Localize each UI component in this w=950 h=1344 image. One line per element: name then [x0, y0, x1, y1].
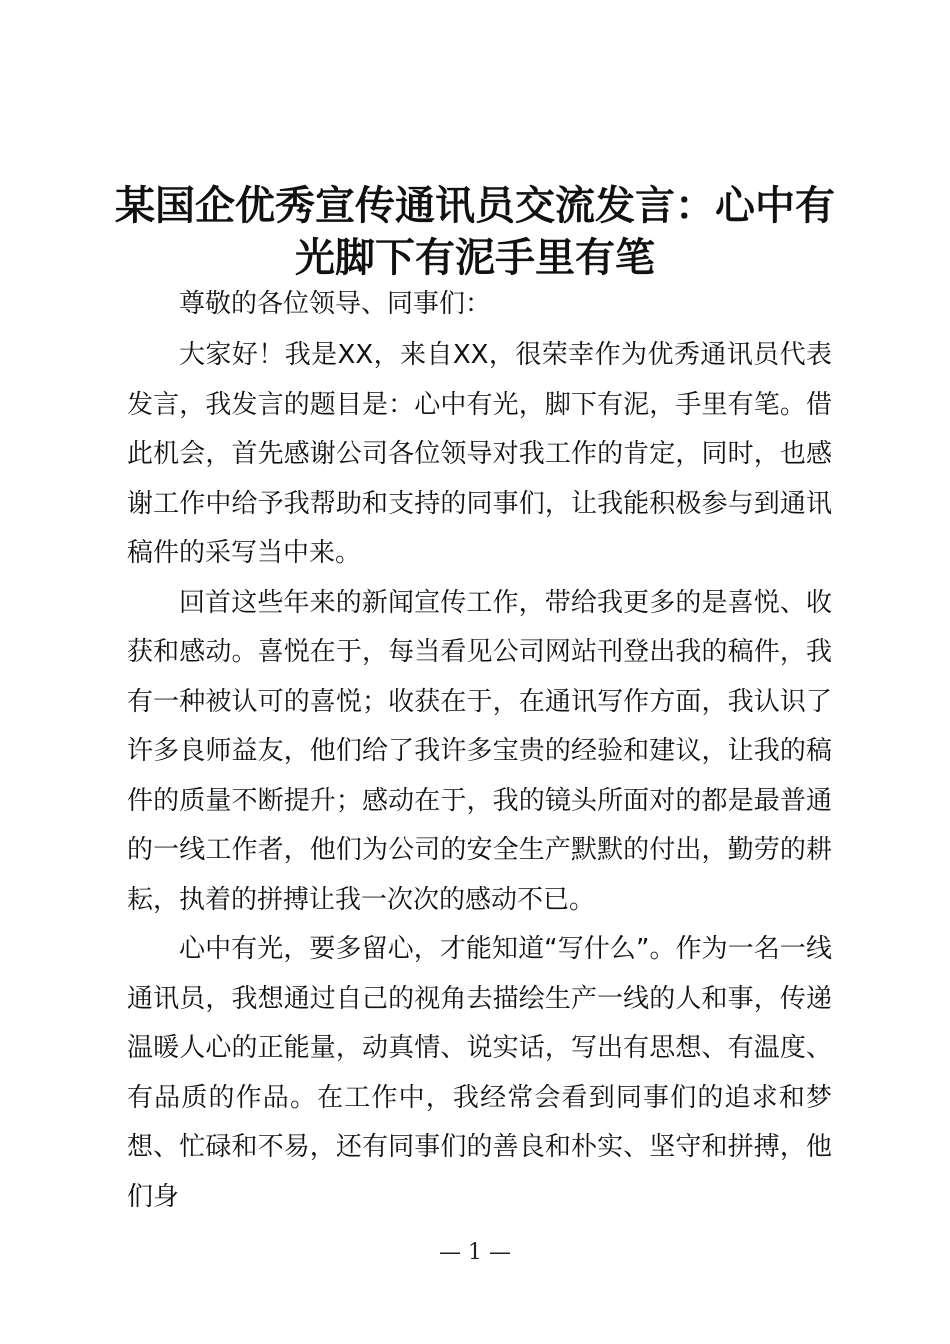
paragraph-2: 回首这些年来的新闻宣传工作，带给我更多的是喜悦、收获和感动。喜悦在于，每当看见公司网站刊登出我的稿件，我有一种被认可的喜悦；收获在于，在通讯写作方面，我认识了许多良师益友，他们给了我许多宝贵的经验和建议，让我的稿件的质量不断提升；感动在于，我的镜头所面对的都是最普通的一线工作者，他们为公司的安全生产默默的付出，勤劳的耕耘，执着的拼搏让我一次次的感动不已。 [127, 587, 832, 915]
document-title: 某国企优秀宣传通讯员交流发言：心中有光脚下有泥手里有笔 [115, 182, 835, 281]
document-body [127, 280, 832, 1222]
paragraph-3: 心中有光，要多留心，才能知道“写什么”。作为一名一线通讯员，我想通过自己的视角去描绘生产一线的人和事，传递温暖人心的正能量，动真情、说实话，写出有思想、有温度、有品质的作品。在工作中，我经常会看到同事们的追求和梦想、忙碌和不易，还有同事们的善良和朴实、坚守和拼搏，他们身 [127, 934, 832, 1212]
paragraph-1: 大家好！我是XX，来自XX，很荣幸作为优秀通讯员代表发言，我发言的题目是：心中有光，脚下有泥，手里有笔。借此机会，首先感谢公司各位领导对我工作的肯定，同时，也感谢工作中给予我帮助和支持的同事们，让我能积极参与到通讯稿件的采写当中来。 [127, 340, 832, 568]
salutation: 尊敬的各位领导、同事们： [179, 289, 492, 319]
page-number: — 1 — [439, 1240, 511, 1265]
